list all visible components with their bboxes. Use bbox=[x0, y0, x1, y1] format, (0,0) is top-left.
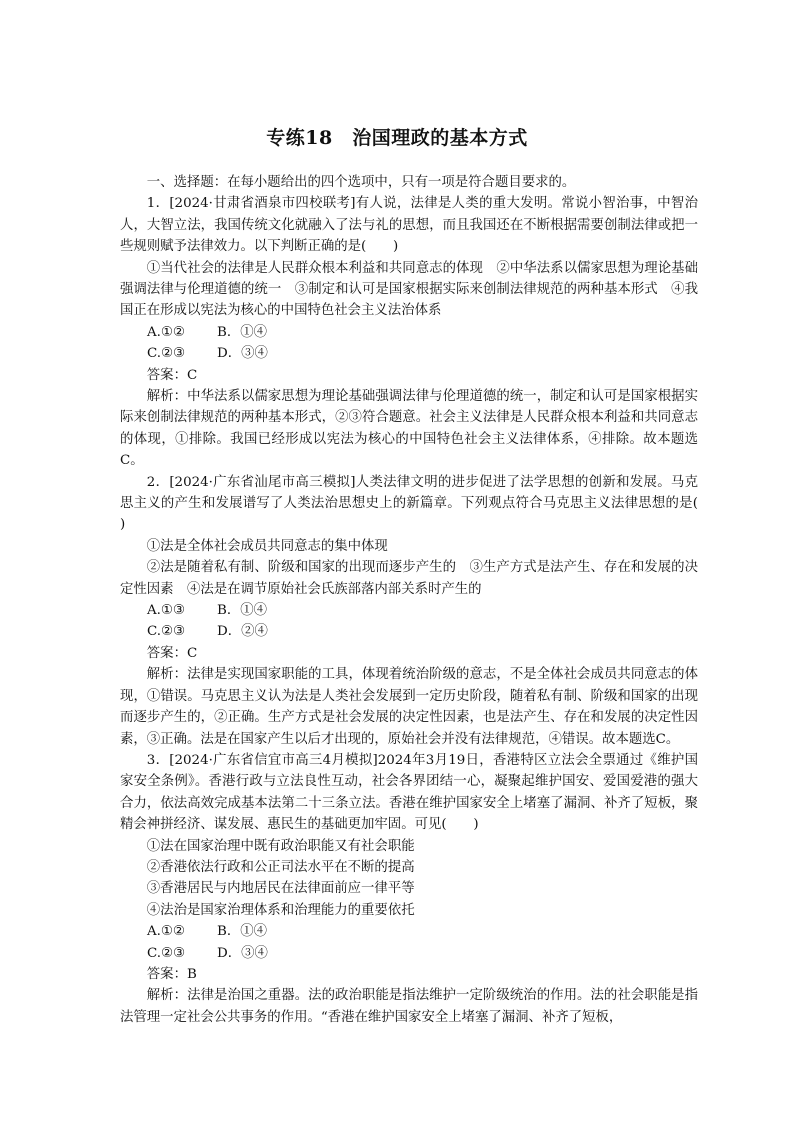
q1-analysis: 解析：中华法系以儒家思想为理论基础强调法律与伦理道德的统一，制定和认可是国家根据实际来创制法律规范的两种基本形式，②③符合题意。社会主义法律是人民群众根本利益和共同意志的体现，①排除。我国已经形成以宪法为核心的中国特色社会主义法律体系，④排除。故本题选C。 bbox=[120, 389, 698, 469]
q3-option-b: B．①④ bbox=[217, 924, 268, 940]
page-title: 专练18 治国理政的基本方式 bbox=[266, 127, 528, 149]
q2-stem: 2．[2024·广东省汕尾市高三模拟]人类法律文明的进步促进了法学思想的创新和发展。马克思主义的产生和发展谱写了人类法治思想史上的新篇章。下列观点符合马克思主义法律思想的是( ) bbox=[120, 474, 725, 533]
q2-option-d: D．②④ bbox=[217, 624, 268, 640]
q1-statements: ①当代社会的法律是人民群众根本利益和共同意志的体现 ②中华法系以儒家思想为理论基础强调法律与伦理道德的统一 ③制定和认可是国家根据实际来创制法律规范的两种基本形式 ④我国正在形成以宪法为核心的中国特色社会主义法治体系 bbox=[120, 260, 698, 319]
q2-options-row-2 bbox=[120, 621, 698, 642]
q2-option-c: C.②③ bbox=[147, 624, 186, 640]
q1-option-a: A.①② bbox=[147, 324, 185, 340]
q3-statement-3: ③香港居民与内地居民在法律面前应一律平等 bbox=[146, 881, 415, 897]
q1-stem: 1．[2024·甘肃省酒泉市四校联考]有人说，法律是人类的重大发明。常说小智治事，中智治人，大智立法，我国传统文化就融入了法与礼的思想，而且我国还在不断根据需要创制法律或把一些规则赋予法律效力。以下判断正确的是( ) bbox=[120, 196, 698, 255]
q3-stem: 3．[2024·广东省信宜市高三4月模拟]2024年3月19日，香港特区立法会全票通过《维护国家安全条例》。香港行政与立法良性互动，社会各界团结一心，凝聚起维护国安、爱国爱港的强大合力，依法高效完成基本法第二十三条立法。香港在维护国家安全上堵塞了漏洞、补齐了短板，聚精会神拼经济、谋发展、惠民生的基础更加牢固。可见( ) bbox=[120, 752, 698, 833]
q3-option-d: D．③④ bbox=[217, 945, 268, 961]
q2-option-b: B．①④ bbox=[217, 603, 268, 619]
q3-option-c: C.②③ bbox=[147, 945, 186, 961]
q2-option-a: A.①③ bbox=[147, 603, 185, 619]
q3-statement-2: ②香港依法行政和公正司法水平在不断的提高 bbox=[146, 859, 415, 875]
q2-answer: 答案：C bbox=[146, 645, 198, 661]
q3-statement-1: ①法在国家治理中既有政治职能又有社会职能 bbox=[146, 838, 415, 854]
q3-statement-4: ④法治是国家治理体系和治理能力的重要依托 bbox=[146, 902, 415, 918]
q1-options-row-1 bbox=[120, 322, 698, 343]
q2-statement-1: ①法是全体社会成员共同意志的集中体现 bbox=[146, 538, 388, 554]
q1-option-c: C.②③ bbox=[147, 346, 186, 362]
section-header: 一、选择题：在每小题给出的四个选项中，只有一项是符合题目要求的。 bbox=[146, 175, 576, 190]
q1-option-d: D．③④ bbox=[217, 346, 268, 362]
q1-option-b: B．①④ bbox=[217, 324, 268, 340]
q2-statement-2: ②法是随着私有制、阶级和国家的出现而逐步产生的 ③生产方式是法产生、存在和发展的决定性因素 ④法是在调节原始社会氏族部落内部关系时产生的 bbox=[120, 560, 698, 597]
q3-option-a: A.①② bbox=[147, 924, 185, 940]
q2-analysis: 解析：法律是实现国家职能的工具，体现着统治阶级的意志，不是全体社会成员共同意志的体现，①错误。马克思主义认为法是人类社会发展到一定历史阶段，随着私有制、阶级和国家的出现而逐步产生的，②正确。生产方式是社会发展的决定性因素，也是法产生、存在和发展的决定性因素，③正确。法是在国家产生以后才出现的，原始社会并没有法律规范，④错误。故本题选C。 bbox=[120, 667, 698, 747]
document-body bbox=[120, 172, 725, 1028]
q3-answer: 答案：B bbox=[146, 966, 197, 982]
q1-answer: 答案：C bbox=[146, 367, 198, 383]
q3-options-row-2 bbox=[120, 943, 698, 964]
q3-analysis: 解析：法律是治国之重器。法的政治职能是指法维护一定阶级统治的作用。法的社会职能是指法管理一定社会公共事务的作用。“香港在维护国家安全上堵塞了漏洞、补齐了短板， bbox=[120, 988, 698, 1025]
q3-options-row-1 bbox=[120, 921, 698, 942]
q2-options-row-1 bbox=[120, 600, 698, 621]
q1-options-row-2 bbox=[120, 343, 698, 364]
